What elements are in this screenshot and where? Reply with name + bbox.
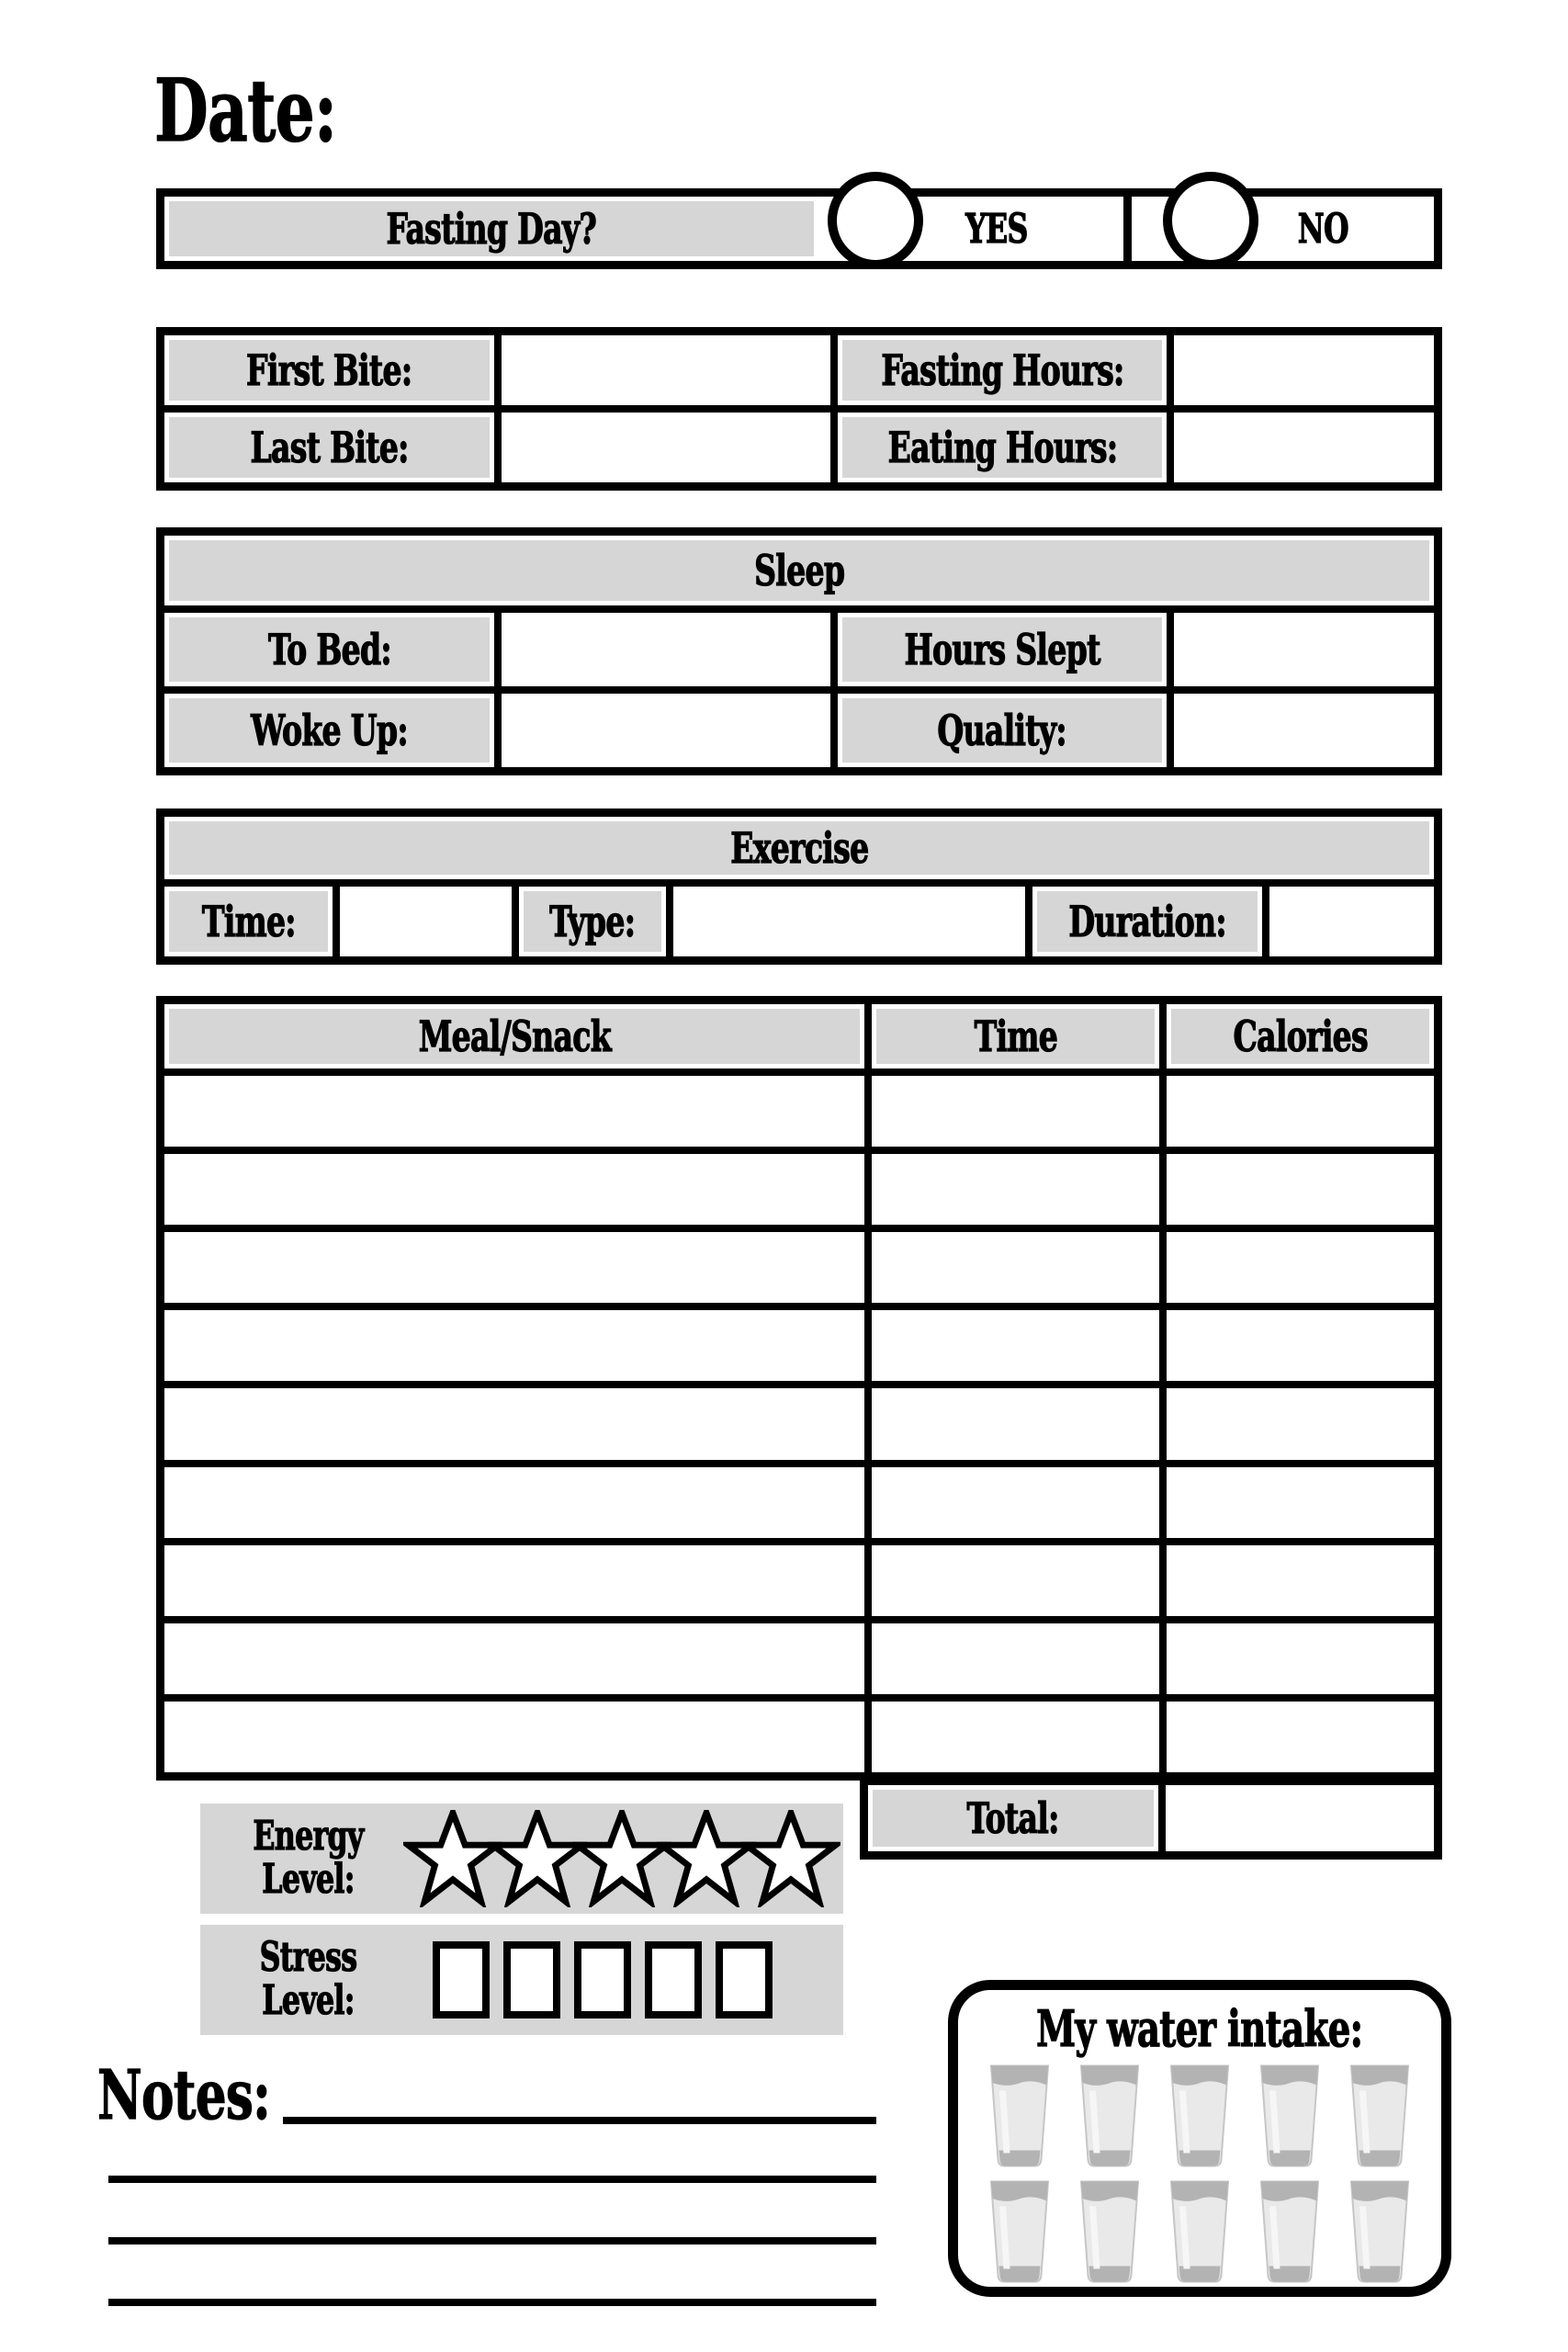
meal-name-cell[interactable]: [164, 1388, 864, 1459]
meal-time-cell[interactable]: [872, 1232, 1159, 1303]
fasting-day-label: Fasting Day?: [386, 204, 597, 254]
water-glass-icon[interactable]: [1257, 2062, 1323, 2170]
star-icon[interactable]: [741, 1810, 840, 1907]
meal-time-header: Time: [974, 1012, 1057, 1061]
fasting-hours-field[interactable]: [1174, 335, 1434, 405]
exercise-duration-label: Duration:: [1068, 897, 1226, 946]
fasting-day-question-cell: [169, 201, 814, 256]
stress-checkbox[interactable]: [433, 1941, 490, 2018]
notes-line[interactable]: [108, 2299, 876, 2306]
date-label: [154, 61, 407, 162]
water-glass-icon[interactable]: [1257, 2177, 1323, 2286]
woke-up-field[interactable]: [502, 694, 830, 767]
first-bite-field[interactable]: [502, 335, 830, 405]
exercise-time-label: Time:: [201, 897, 296, 946]
exercise-time-field[interactable]: [340, 887, 512, 956]
meal-time-cell[interactable]: [872, 1623, 1159, 1694]
sleep-table: [156, 527, 1442, 775]
fasting-hours-label: Fasting Hours:: [880, 345, 1124, 395]
fasting-day-bar: [156, 188, 1442, 269]
to-bed-label-cell: [164, 613, 494, 686]
meal-name-cell[interactable]: [164, 1545, 864, 1616]
water-intake-box: [948, 1980, 1451, 2297]
meal-snack-header: Meal/Snack: [418, 1012, 611, 1061]
yes-circle[interactable]: [828, 172, 923, 269]
meal-calories-header-cell: [1167, 1004, 1434, 1069]
date-label-text: Date:: [154, 61, 337, 162]
meal-name-cell[interactable]: [164, 1702, 864, 1772]
notes-label-text: Notes:: [97, 2056, 271, 2135]
sleep-header-cell: [164, 536, 1434, 605]
eating-hours-label-cell: [838, 413, 1167, 482]
meal-calories-cell[interactable]: [1167, 1545, 1434, 1616]
eating-hours-label: Eating Hours:: [887, 423, 1117, 472]
hours-slept-label-cell: [838, 613, 1167, 686]
meal-time-cell[interactable]: [872, 1310, 1159, 1381]
exercise-duration-label-cell: [1032, 887, 1262, 956]
water-glass-icon[interactable]: [1077, 2177, 1143, 2286]
meal-calories-cell[interactable]: [1167, 1702, 1434, 1772]
woke-up-label-cell: [164, 694, 494, 767]
water-glass-icon[interactable]: [1347, 2062, 1413, 2170]
total-label-cell: [868, 1785, 1158, 1851]
exercise-duration-field[interactable]: [1269, 887, 1434, 956]
exercise-table: [156, 808, 1442, 965]
meal-calories-cell[interactable]: [1167, 1232, 1434, 1303]
meal-calories-cell[interactable]: [1167, 1310, 1434, 1381]
meal-time-cell[interactable]: [872, 1388, 1159, 1459]
notes-line[interactable]: [108, 2237, 876, 2245]
to-bed-label: To Bed:: [267, 625, 391, 674]
water-glass-icon[interactable]: [1077, 2062, 1143, 2170]
exercise-type-field[interactable]: [673, 887, 1025, 956]
meal-snack-header-cell: [164, 1004, 864, 1069]
no-circle[interactable]: [1163, 172, 1258, 269]
meal-calories-cell[interactable]: [1167, 1154, 1434, 1225]
water-intake-title-text: My water intake:: [1036, 1999, 1363, 2058]
energy-level-label: Energy Level:: [253, 1813, 364, 1903]
water-intake-title: [958, 1999, 1441, 2058]
stress-boxes: [433, 1941, 773, 2018]
exercise-header-cell: [164, 817, 1434, 879]
to-bed-field[interactable]: [502, 613, 830, 686]
notes-line[interactable]: [108, 2176, 876, 2183]
meal-calories-cell[interactable]: [1167, 1623, 1434, 1694]
exercise-type-label-cell: [519, 887, 666, 956]
water-glass-icon[interactable]: [1167, 2177, 1233, 2286]
first-bite-label: First Bite:: [246, 345, 412, 395]
meal-name-cell[interactable]: [164, 1076, 864, 1147]
total-value-field[interactable]: [1166, 1785, 1434, 1851]
water-glass-icon[interactable]: [1167, 2062, 1233, 2170]
first-bite-label-cell: [164, 335, 494, 405]
quality-label-cell: [838, 694, 1167, 767]
last-bite-label: Last Bite:: [250, 423, 409, 472]
meal-time-cell[interactable]: [872, 1702, 1159, 1772]
meal-time-cell[interactable]: [872, 1467, 1159, 1538]
yes-no-divider: [1123, 197, 1132, 261]
quality-field[interactable]: [1174, 694, 1434, 767]
stress-checkbox[interactable]: [503, 1941, 560, 2018]
stress-checkbox[interactable]: [574, 1941, 631, 2018]
no-label: NO: [1297, 205, 1348, 253]
exercise-type-label: Type:: [549, 897, 636, 946]
total-label: Total:: [966, 1793, 1060, 1843]
total-row: [860, 1777, 1442, 1860]
meal-name-cell[interactable]: [164, 1232, 864, 1303]
meal-time-header-cell: [872, 1004, 1159, 1069]
meal-calories-cell[interactable]: [1167, 1467, 1434, 1538]
stress-checkbox[interactable]: [716, 1941, 773, 2018]
water-glasses: [958, 2058, 1441, 2286]
last-bite-field[interactable]: [502, 413, 830, 482]
bite-hours-table: [156, 327, 1442, 491]
notes-line[interactable]: [283, 2117, 876, 2124]
meal-name-cell[interactable]: [164, 1623, 864, 1694]
water-glass-icon[interactable]: [1347, 2177, 1413, 2286]
meal-time-cell[interactable]: [872, 1076, 1159, 1147]
water-glass-icon[interactable]: [987, 2062, 1053, 2170]
meal-calories-header: Calories: [1233, 1012, 1368, 1061]
stress-level-label: Stress Level:: [259, 1934, 357, 2024]
meal-table: [156, 996, 1442, 1781]
exercise-time-label-cell: [164, 887, 333, 956]
last-bite-label-cell: [164, 413, 494, 482]
stress-checkbox[interactable]: [645, 1941, 702, 2018]
water-glass-icon[interactable]: [987, 2177, 1053, 2286]
meal-name-cell[interactable]: [164, 1310, 864, 1381]
energy-level-box: [200, 1804, 843, 1914]
meal-time-cell[interactable]: [872, 1154, 1159, 1225]
eating-hours-field[interactable]: [1174, 413, 1434, 482]
notes-extra-lines: [108, 2176, 876, 2352]
hours-slept-label: Hours Slept: [904, 625, 1100, 674]
hours-slept-field[interactable]: [1174, 613, 1434, 686]
no-option[interactable]: [1268, 197, 1378, 261]
yes-option[interactable]: [942, 197, 1052, 261]
woke-up-label: Woke Up:: [251, 706, 408, 755]
energy-stars: [418, 1810, 840, 1907]
quality-label: Quality:: [937, 706, 1067, 755]
meal-calories-cell[interactable]: [1167, 1076, 1434, 1147]
stress-level-box: [200, 1925, 843, 2035]
yes-label: YES: [965, 205, 1028, 253]
sleep-title: Sleep: [753, 546, 845, 595]
exercise-title: Exercise: [729, 823, 869, 873]
fasting-hours-label-cell: [838, 335, 1167, 405]
meal-name-cell[interactable]: [164, 1467, 864, 1538]
meal-name-cell[interactable]: [164, 1154, 864, 1225]
meal-time-cell[interactable]: [872, 1545, 1159, 1616]
meal-calories-cell[interactable]: [1167, 1388, 1434, 1459]
